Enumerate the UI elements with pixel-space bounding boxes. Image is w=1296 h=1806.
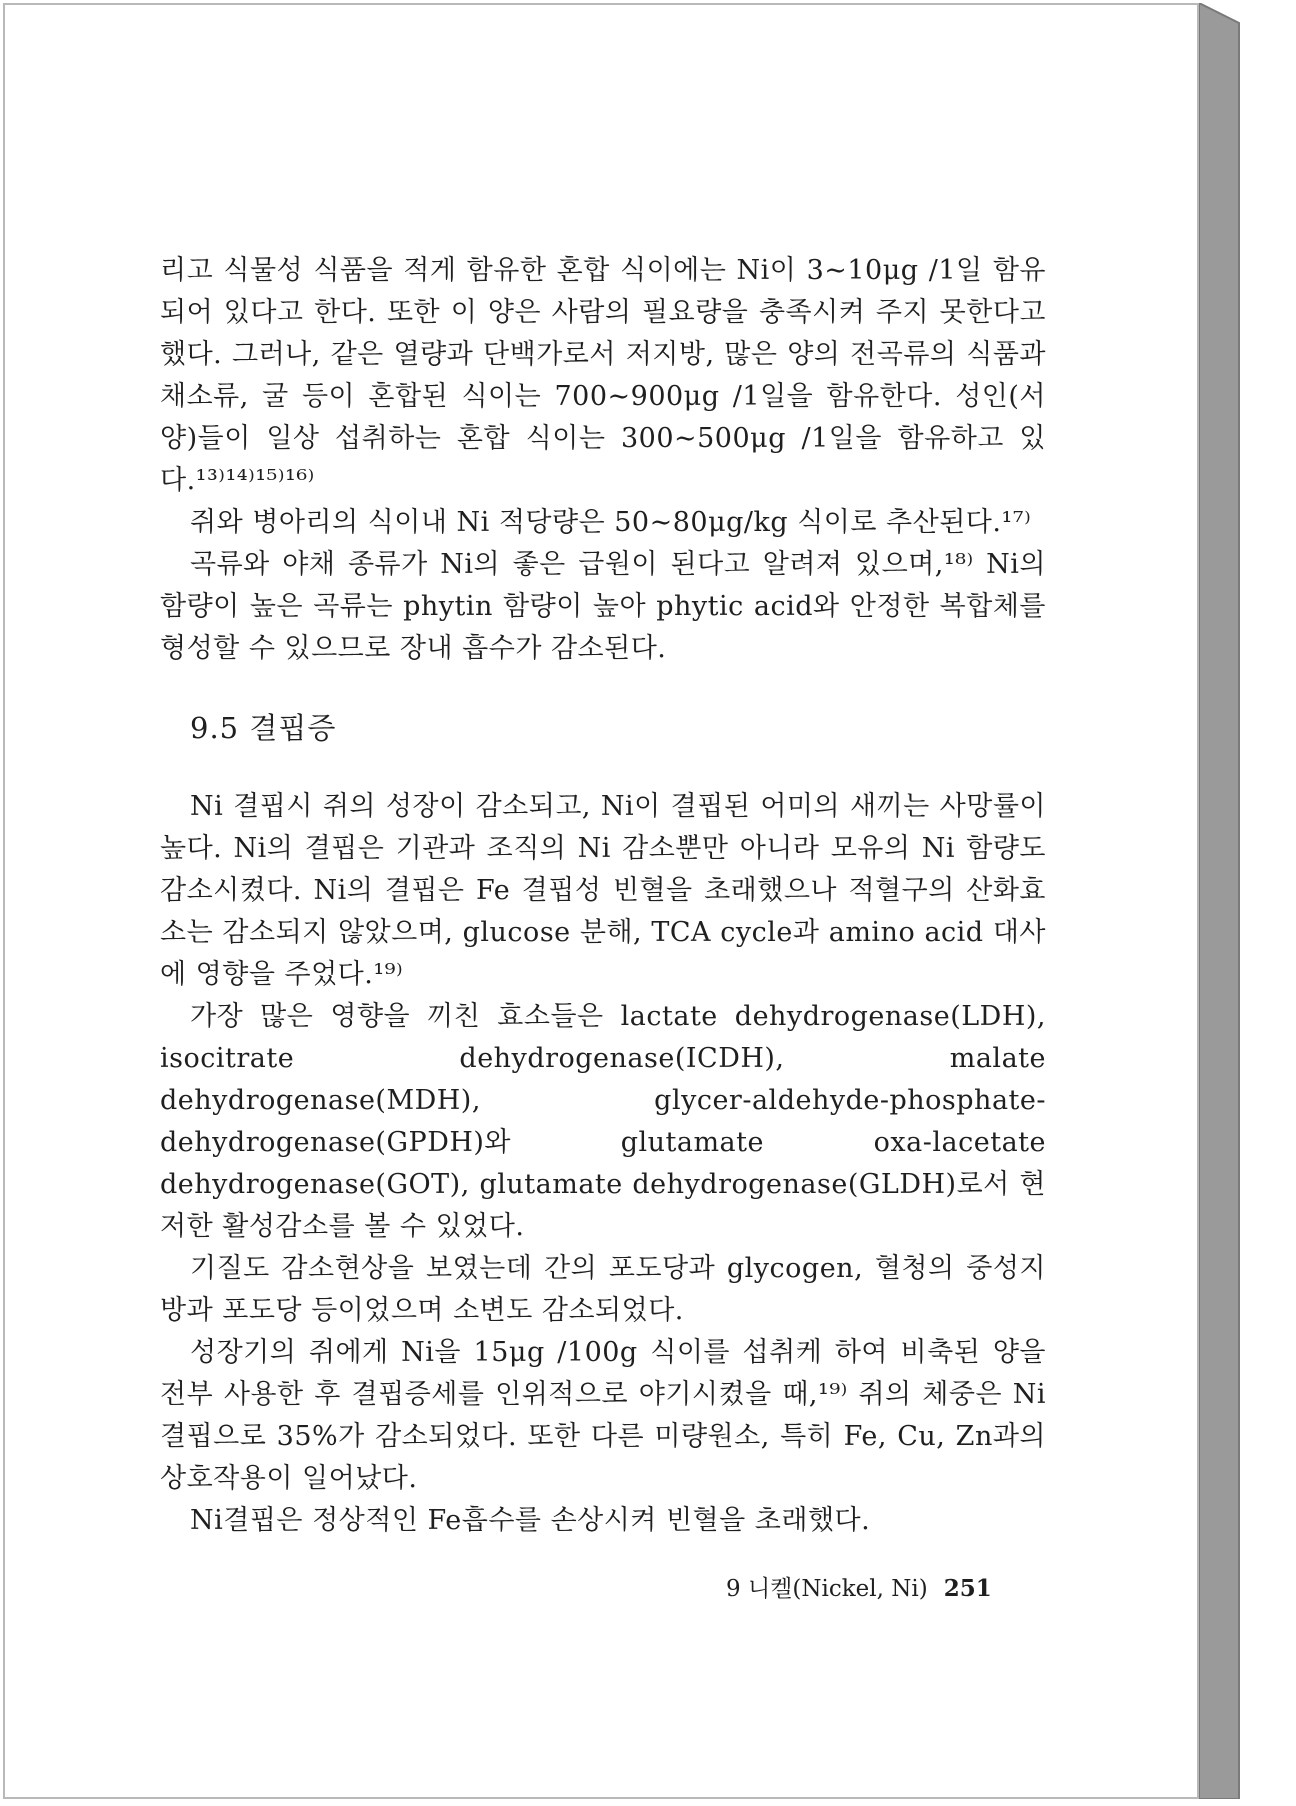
paragraph: 쥐와 병아리의 식이내 Ni 적당량은 50∼80μg/kg 식이로 추산된다.¹⁷⁾ [190,507,1032,538]
paragraph: 기질도 감소현상을 보였는데 간의 포도당과 glycogen, 혈청의 중성지방과 포도당 등이었으며 소변도 감소되었다. [160,1253,1046,1326]
paragraph: Ni결핍은 정상적인 Fe흡수를 손상시켜 빈혈을 초래했다. [190,1505,871,1536]
page-stack-edge [1199,3,1289,1799]
page-footer [726,1574,1046,1604]
page-edge-shadow [1199,3,1239,1799]
section-heading: 9.5 결핍증 [190,711,337,745]
running-title: 9 니켈(Nickel, Ni) [726,1576,928,1602]
document-body [160,250,1046,1542]
paragraph: 성장기의 쥐에게 Ni을 15μg /100g 식이를 섭취케 하여 비축된 양을 전부 사용한 후 결핍증세를 인위적으로 야기시켰을 때,¹⁹⁾ 쥐의 체중은 Ni결핍으로 35%가 감소되었다. 또한 다른 미량원소, 특히 Fe, Cu, Zn과의 상호작용이 일어났다. [160,1337,1046,1494]
page-number: 251 [943,1575,992,1602]
paragraph: 리고 식물성 식품을 적게 함유한 혼합 식이에는 Ni이 3∼10μg /1일 함유되어 있다고 한다. 또한 이 양은 사람의 필요량을 충족시켜 주지 못한다고 했다. 그러나, 같은 열량과 단백가로서 저지방, 많은 양의 전곡류의 식품과 채소류, 굴 등이 혼합된 식이는 700∼900μg /1일을 함유한다. 성인(서양)들이 일상 섭취하는 혼합 식이는 300∼500μg /1일을 함유하고 있다.¹³⁾¹⁴⁾¹⁵⁾¹⁶⁾ [160,255,1046,496]
paragraph: 가장 많은 영향을 끼친 효소들은 lactate dehydrogenase(LDH), isocitrate dehydrogenase(ICDH), malate dehydrogenase(MDH), glycer-aldehyde-phosphate-dehydrogenase(GPDH)와 glutamate oxa-lacetate dehydrogenase(GOT), glutamate dehydrogenase(GLDH)로서 현저한 활성감소를 볼 수 있었다. [160,1001,1046,1242]
paragraph: Ni 결핍시 쥐의 성장이 감소되고, Ni이 결핍된 어미의 새끼는 사망률이 높다. Ni의 결핍은 기관과 조직의 Ni 감소뿐만 아니라 모유의 Ni 함량도 감소시켰다. Ni의 결핍은 Fe 결핍성 빈혈을 초래했으나 적혈구의 산화효소는 감소되지 않았으며, glucose 분해, TCA cycle과 amino acid 대사에 영향을 주었다.¹⁹⁾ [160,791,1046,990]
paragraph: 곡류와 야채 종류가 Ni의 좋은 급원이 된다고 알려져 있으며,¹⁸⁾ Ni의 함량이 높은 곡류는 phytin 함량이 높아 phytic acid와 안정한 복합체를 형성할 수 있으므로 장내 흡수가 감소된다. [160,549,1046,664]
